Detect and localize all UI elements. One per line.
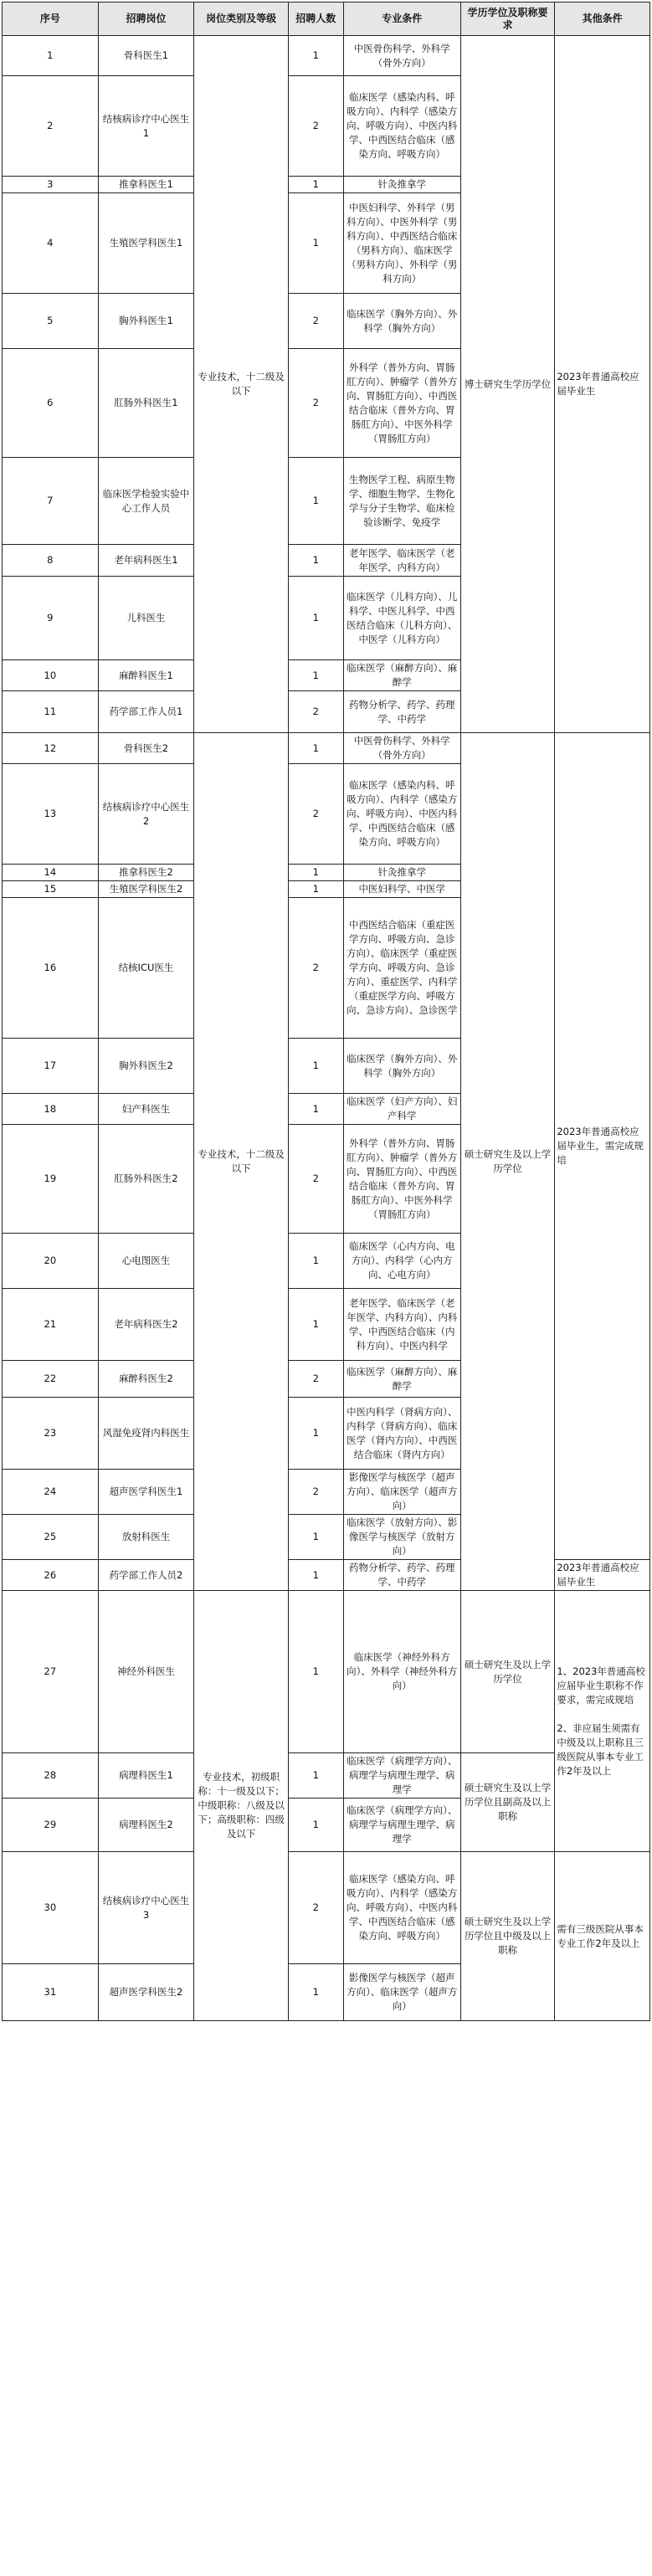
recruit-count: 2 [288,691,343,733]
row-number: 23 [3,1398,99,1470]
recruit-count: 1 [288,1799,343,1852]
post-name: 推拿科医生2 [98,865,194,881]
row-number: 9 [3,577,99,660]
recruit-count: 2 [288,764,343,865]
row-number: 1 [3,36,99,76]
row-number: 12 [3,733,99,764]
major-requirement: 临床医学（病理学方向）、病理学与病理生理学、病理学 [343,1753,460,1799]
major-requirement: 临床医学（神经外科方向）、外科学（神经外科方向） [343,1591,460,1753]
recruit-count: 1 [288,1753,343,1799]
row-number: 3 [3,177,99,193]
row-number: 7 [3,458,99,545]
major-requirement: 外科学（普外方向、胃肠肛方向）、肿瘤学（普外方向、胃肠肛方向）、中西医结合临床（普外方向、胃肠肛方向）、中医外科学（胃肠肛方向） [343,349,460,458]
other-requirement: 1、2023年普通高校应届毕业生职称不作要求，需完成规培 2、非应届生须需有中级及以上职称且三级医院从事本专业工作2年及以上 [555,1591,650,1852]
row-number: 30 [3,1852,99,1964]
recruit-count: 2 [288,349,343,458]
post-name: 生殖医学科医生2 [98,881,194,898]
row-number: 2 [3,76,99,177]
post-name: 推拿科医生1 [98,177,194,193]
major-requirement: 临床医学（放射方向）、影像医学与核医学（放射方向） [343,1515,460,1560]
row-number: 14 [3,865,99,881]
recruit-count: 1 [288,1515,343,1560]
header-no: 序号 [3,3,99,36]
post-name: 老年病科医生2 [98,1289,194,1361]
post-name: 结核ICU医生 [98,898,194,1039]
degree-requirement: 硕士研究生及以上学历学位 [460,1591,555,1753]
post-category: 专业技术，十二级及以下 [194,733,289,1591]
row-number: 13 [3,764,99,865]
post-name: 结核病诊疗中心医生3 [98,1852,194,1964]
major-requirement: 中医妇科学、中医学 [343,881,460,898]
post-name: 肛肠外科医生2 [98,1125,194,1234]
recruit-count: 1 [288,1289,343,1361]
row-number: 17 [3,1039,99,1094]
recruit-count: 2 [288,76,343,177]
post-name: 超声医学科医生1 [98,1470,194,1515]
degree-requirement: 博士研究生学历学位 [460,36,555,733]
major-requirement: 中医内科学（肾病方向）、内科学（肾病方向）、临床医学（肾内方向）、中西医结合临床（肾内方向） [343,1398,460,1470]
post-name: 肛肠外科医生1 [98,349,194,458]
post-name: 生殖医学科医生1 [98,193,194,294]
post-name: 超声医学科医生2 [98,1964,194,2021]
row-number: 18 [3,1094,99,1125]
post-name: 麻醉科医生2 [98,1361,194,1398]
major-requirement: 影像医学与核医学（超声方向）、临床医学（超声方向） [343,1964,460,2021]
recruit-count: 1 [288,193,343,294]
post-name: 放射科医生 [98,1515,194,1560]
table-row [3,36,650,76]
recruit-count: 1 [288,865,343,881]
row-number: 24 [3,1470,99,1515]
row-number: 21 [3,1289,99,1361]
major-requirement: 药物分析学、药学、药理学、中药学 [343,1560,460,1591]
post-name: 骨科医生2 [98,733,194,764]
major-requirement: 中医骨伤科学、外科学（骨外方向） [343,733,460,764]
table-row [3,1753,650,1799]
header-degree: 学历学位及职称要求 [460,3,555,36]
recruit-count: 2 [288,1852,343,1964]
major-requirement: 临床医学（感染方向、呼吸方向）、内科学（感染方向、呼吸方向）、中医内科学、中西医结合临床（感染方向、呼吸方向） [343,1852,460,1964]
row-number: 31 [3,1964,99,2021]
post-name: 结核病诊疗中心医生2 [98,764,194,865]
post-name: 药学部工作人员1 [98,691,194,733]
recruit-count: 1 [288,1560,343,1591]
major-requirement: 临床医学（胸外方向）、外科学（胸外方向） [343,294,460,349]
major-requirement: 中西医结合临床（重症医学方向、呼吸方向、急诊方向）、临床医学（重症医学方向、呼吸方向、急诊方向）、重症医学、内科学（重症医学方向、呼吸方向、急诊方向）、急诊医学 [343,898,460,1039]
major-requirement: 药物分析学、药学、药理学、中药学 [343,691,460,733]
post-category: 专业技术，十二级及以下 [194,36,289,733]
recruit-count: 1 [288,545,343,577]
row-number: 10 [3,660,99,691]
major-requirement: 临床医学（麻醉方向）、麻醉学 [343,660,460,691]
row-number: 16 [3,898,99,1039]
recruit-count: 1 [288,1591,343,1753]
major-requirement: 针灸推拿学 [343,865,460,881]
recruit-count: 1 [288,36,343,76]
post-name: 神经外科医生 [98,1591,194,1753]
recruit-count: 2 [288,1470,343,1515]
recruit-count: 1 [288,458,343,545]
major-requirement: 针灸推拿学 [343,177,460,193]
major-requirement: 老年医学、临床医学（老年医学、内科方向） [343,545,460,577]
major-requirement: 中医妇科学、外科学（男科方向）、中医外科学（男科方向）、中西医结合临床（男科方向）、临床医学（男科方向）、外科学（男科方向） [343,193,460,294]
major-requirement: 临床医学（麻醉方向）、麻醉学 [343,1361,460,1398]
post-name: 病理科医生1 [98,1753,194,1799]
row-number: 20 [3,1234,99,1289]
row-number: 27 [3,1591,99,1753]
recruit-count: 1 [288,1398,343,1470]
row-number: 8 [3,545,99,577]
recruit-count: 2 [288,1361,343,1398]
recruit-count: 1 [288,177,343,193]
major-requirement: 外科学（普外方向、胃肠肛方向）、肿瘤学（普外方向、胃肠肛方向）、中西医结合临床（普外方向、胃肠肛方向）、中医外科学（胃肠肛方向） [343,1125,460,1234]
other-requirement: 2023年普通高校应届毕业生 [555,1560,650,1591]
major-requirement: 影像医学与核医学（超声方向）、临床医学（超声方向） [343,1470,460,1515]
row-number: 26 [3,1560,99,1591]
major-requirement: 临床医学（胸外方向）、外科学（胸外方向） [343,1039,460,1094]
post-name: 药学部工作人员2 [98,1560,194,1591]
major-requirement: 临床医学（妇产方向）、妇产科学 [343,1094,460,1125]
major-requirement: 临床医学（病理学方向）、病理学与病理生理学、病理学 [343,1799,460,1852]
table-header-row [3,3,650,36]
row-number: 6 [3,349,99,458]
post-name: 妇产科医生 [98,1094,194,1125]
row-number: 28 [3,1753,99,1799]
recruit-count: 2 [288,898,343,1039]
row-number: 22 [3,1361,99,1398]
header-count: 招聘人数 [288,3,343,36]
recruit-count: 1 [288,881,343,898]
post-name: 骨科医生1 [98,36,194,76]
post-name: 临床医学检验实验中心工作人员 [98,458,194,545]
recruit-count: 1 [288,1039,343,1094]
row-number: 4 [3,193,99,294]
recruit-count: 1 [288,1234,343,1289]
other-requirement: 2023年普通高校应届毕业生，需完成规培 [555,733,650,1560]
recruit-count: 1 [288,577,343,660]
table-row [3,1852,650,1964]
header-other: 其他条件 [555,3,650,36]
header-post: 招聘岗位 [98,3,194,36]
row-number: 11 [3,691,99,733]
degree-requirement: 硕士研究生及以上学历学位且中级及以上职称 [460,1852,555,2021]
table-row [3,1591,650,1753]
recruit-count: 2 [288,294,343,349]
header-category: 岗位类别及等级 [194,3,289,36]
post-name: 结核病诊疗中心医生1 [98,76,194,177]
major-requirement: 临床医学（感染内科、呼吸方向）、内科学（感染方向、呼吸方向）、中医内科学、中西医结合临床（感染方向、呼吸方向） [343,764,460,865]
row-number: 5 [3,294,99,349]
major-requirement: 生物医学工程、病原生物学、细胞生物学、生物化学与分子生物学、临床检验诊断学、免疫学 [343,458,460,545]
major-requirement: 中医骨伤科学、外科学（骨外方向） [343,36,460,76]
post-category: 专业技术，初级职称：十一级及以下；中级职称：八级及以下；高级职称：四级及以下 [194,1591,289,2021]
recruit-count: 1 [288,1094,343,1125]
post-name: 老年病科医生1 [98,545,194,577]
row-number: 29 [3,1799,99,1852]
header-major: 专业条件 [343,3,460,36]
post-name: 风湿免疫肾内科医生 [98,1398,194,1470]
row-number: 15 [3,881,99,898]
recruit-count: 1 [288,1964,343,2021]
other-requirement: 2023年普通高校应届毕业生 [555,36,650,733]
major-requirement: 老年医学、临床医学（老年医学、内科方向）、内科学、中西医结合临床（内科方向）、中医内科学 [343,1289,460,1361]
recruit-count: 1 [288,660,343,691]
post-name: 胸外科医生2 [98,1039,194,1094]
recruitment-table [2,2,650,2021]
table-row [3,733,650,764]
other-requirement: 需有三级医院从事本专业工作2年及以上 [555,1852,650,2021]
major-requirement: 临床医学（感染内科、呼吸方向）、内科学（感染方向、呼吸方向）、中医内科学、中西医结合临床（感染方向、呼吸方向） [343,76,460,177]
post-name: 胸外科医生1 [98,294,194,349]
degree-requirement: 硕士研究生及以上学历学位 [460,733,555,1591]
degree-requirement: 硕士研究生及以上学历学位且副高及以上职称 [460,1753,555,1852]
post-name: 病理科医生2 [98,1799,194,1852]
recruit-count: 2 [288,1125,343,1234]
post-name: 麻醉科医生1 [98,660,194,691]
post-name: 心电图医生 [98,1234,194,1289]
major-requirement: 临床医学（心内方向、电方向）、内科学（心内方向、心电方向） [343,1234,460,1289]
row-number: 19 [3,1125,99,1234]
post-name: 儿科医生 [98,577,194,660]
recruit-count: 1 [288,733,343,764]
row-number: 25 [3,1515,99,1560]
major-requirement: 临床医学（儿科方向）、儿科学、中医儿科学、中西医结合临床（儿科方向）、中医学（儿科方向） [343,577,460,660]
